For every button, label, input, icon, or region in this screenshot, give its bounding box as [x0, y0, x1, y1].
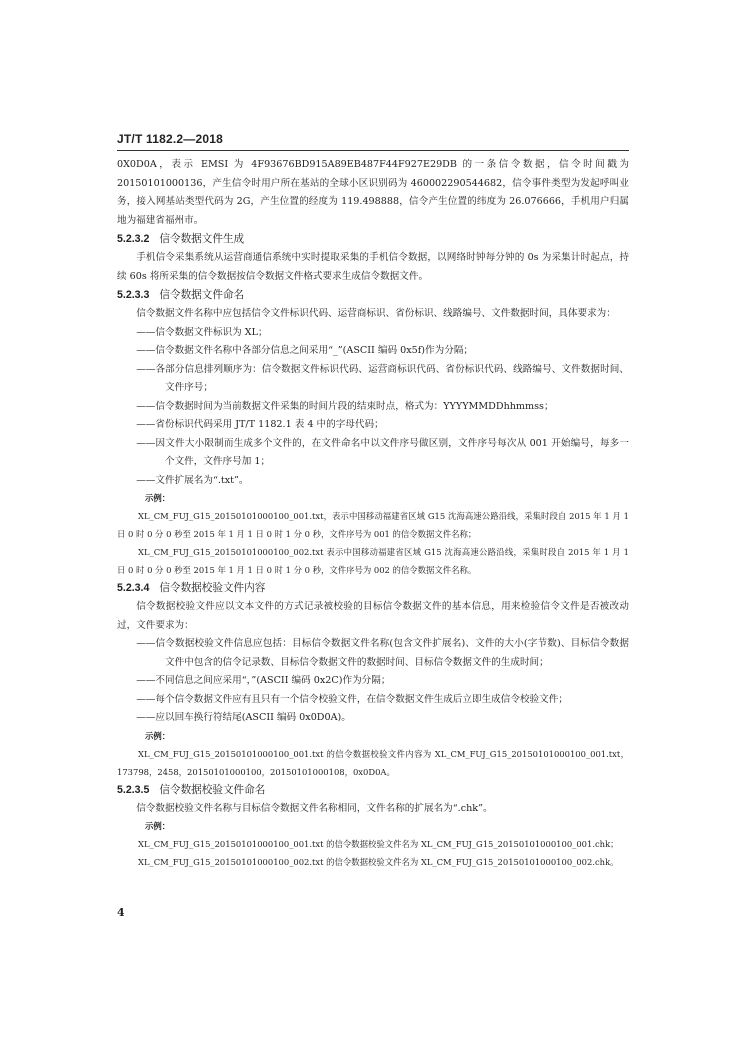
example-text: XL_CM_FUJ_G15_20150101000100_002.txt 表示中国移动福建省区域 G15 沈海高速公路沿线，采集时段自 2015 年 1 月 1 日 0 时 0 分 0 秒至 2015 年 1 月 1 日 0 时 1 分 0 秒，文件序号为 002 的信令数据文件名称。 — [117, 547, 629, 575]
section-heading — [117, 286, 629, 305]
example-text: XL_CM_FUJ_G15_20150101000100_002.txt 的信令数据校验文件名为 XL_CM_FUJ_G15_20150101000100_002.chk。 — [138, 857, 619, 867]
list-item: ——应以回车换行符结尾(ASCII 编码 0x0D0A)。 — [136, 712, 351, 723]
section-title: 信令数据校验文件内容 — [159, 582, 266, 594]
list-item: ——文件扩展名为“.txt”。 — [136, 474, 249, 486]
example-label: 示例： — [145, 493, 171, 503]
section-number: 5.2.3.5 — [117, 783, 150, 796]
example-text: XL_CM_FUJ_G15_20150101000100_001.txt，表示中国移动福建省区域 G15 沈海高速公路沿线，采集时段自 2015 年 1 月 1 日 0 时 0 分 0 秒至 2015 年 1 月 1 日 0 时 1 分 0 秒，文件序号为 001 的信令数据文件名称； — [117, 511, 629, 539]
standard-code-header: JT/T 1182.2—2018 — [117, 132, 223, 146]
list-item: ——各部分信息排列顺序为：信令数据文件标识代码、运营商标识代码、省份标识代码、线路编号、文件数据时间、文件序号； — [136, 363, 629, 393]
section-number: 5.2.3.3 — [117, 289, 150, 301]
example-label: 示例： — [145, 730, 171, 741]
list-item: ——不同信息之间应采用“，”(ASCII 编码 0x2C)作为分隔； — [136, 675, 391, 686]
section-title: 信令数据文件生成 — [159, 233, 245, 245]
list-item: ——信令数据文件名称中各部分信息之间采用“_”(ASCII 编码 0x5f)作为分隔； — [136, 345, 474, 356]
document-body — [117, 156, 629, 871]
section-paragraph: 信令数据校验文件应以文本文件的方式记录被校验的目标信令数据文件的基本信息，用来检验信令文件是否被改动过，文件要求为： — [117, 601, 629, 631]
section-number: 5.2.3.4 — [117, 582, 150, 594]
list-item: ——信令数据时间为当前数据文件采集的时间片段的结束时点，格式为：YYYYMMDDhhmmss； — [136, 400, 554, 412]
example-text: XL_CM_FUJ_G15_20150101000100_001.txt 的信令数据校验文件名为 XL_CM_FUJ_G15_20150101000100_001.chk； — [138, 839, 619, 849]
section-heading — [117, 579, 629, 598]
list-item: ——因文件大小限制而生成多个文件的，在文件命名中以文件序号做区别，文件序号每次从 001 开始编号，每多一个文件，文件序号加 1； — [136, 437, 629, 467]
section-paragraph: 信令数据校验文件名称与目标信令数据文件名称相同，文件名称的扩展名为“.chk”。 — [136, 802, 493, 814]
section-heading — [117, 230, 629, 249]
page-number: 4 — [117, 906, 125, 919]
section-paragraph: 手机信令采集系统从运营商通信系统中实时提取采集的手机信令数据，以网络时钟每分钟的 0s 为采集计时起点，持续 60s 将所采集的信令数据按信令数据文件格式要求生成信令数据文件。 — [117, 252, 629, 282]
header-rule — [117, 150, 629, 151]
section-title: 信令数据文件命名 — [159, 289, 245, 301]
list-item: ——信令数据文件标识为 XL； — [136, 326, 268, 338]
section-title: 信令数据校验文件命名 — [159, 783, 266, 796]
list-item: ——信令数据校验文件信息应包括：目标信令数据文件名称(包含文件扩展名)、文件的大小(字节数)、目标信令数据文件中包含的信令记录数、目标信令数据文件的数据时间、目标信令数据文件的生成时间； — [136, 638, 629, 668]
intro-paragraph: 0X0D0A，表示 EMSI 为 4F93676BD915A89EB487F44F927E29DB 的一条信令数据，信令时间戳为 20150101000136，产生信令时用户所在基站的全球小区识别码为 460002290544682，信令事件类型为发起呼叫业务，接入网基站类型代码为 2G，产生位置的经度为 119.498888，信令产生位置的纬度为 26.076666，手机用户归属地为福建省福州市。 — [117, 159, 629, 226]
list-item: ——省份标识代码采用 JT/T 1182.1 表 4 中的字母代码； — [136, 419, 384, 430]
section-paragraph: 信令数据文件名称中应包括信令文件标识代码、运营商标识、省份标识、线路编号、文件数据时间，具体要求为： — [136, 308, 616, 319]
section-number: 5.2.3.2 — [117, 233, 150, 245]
list-item: ——每个信令数据文件应有且只有一个信令校验文件，在信令数据文件生成后立即生成信令校验文件； — [136, 693, 568, 705]
example-label: 示例： — [145, 821, 171, 831]
section-heading — [117, 781, 629, 800]
example-text: XL_CM_FUJ_G15_20150101000100_001.txt 的信令数据校验文件内容为 XL_CM_FUJ_G15_20150101000100_001.txt，173798，2458，20150101000100，20150101000108，0x0D0A。 — [117, 748, 629, 777]
